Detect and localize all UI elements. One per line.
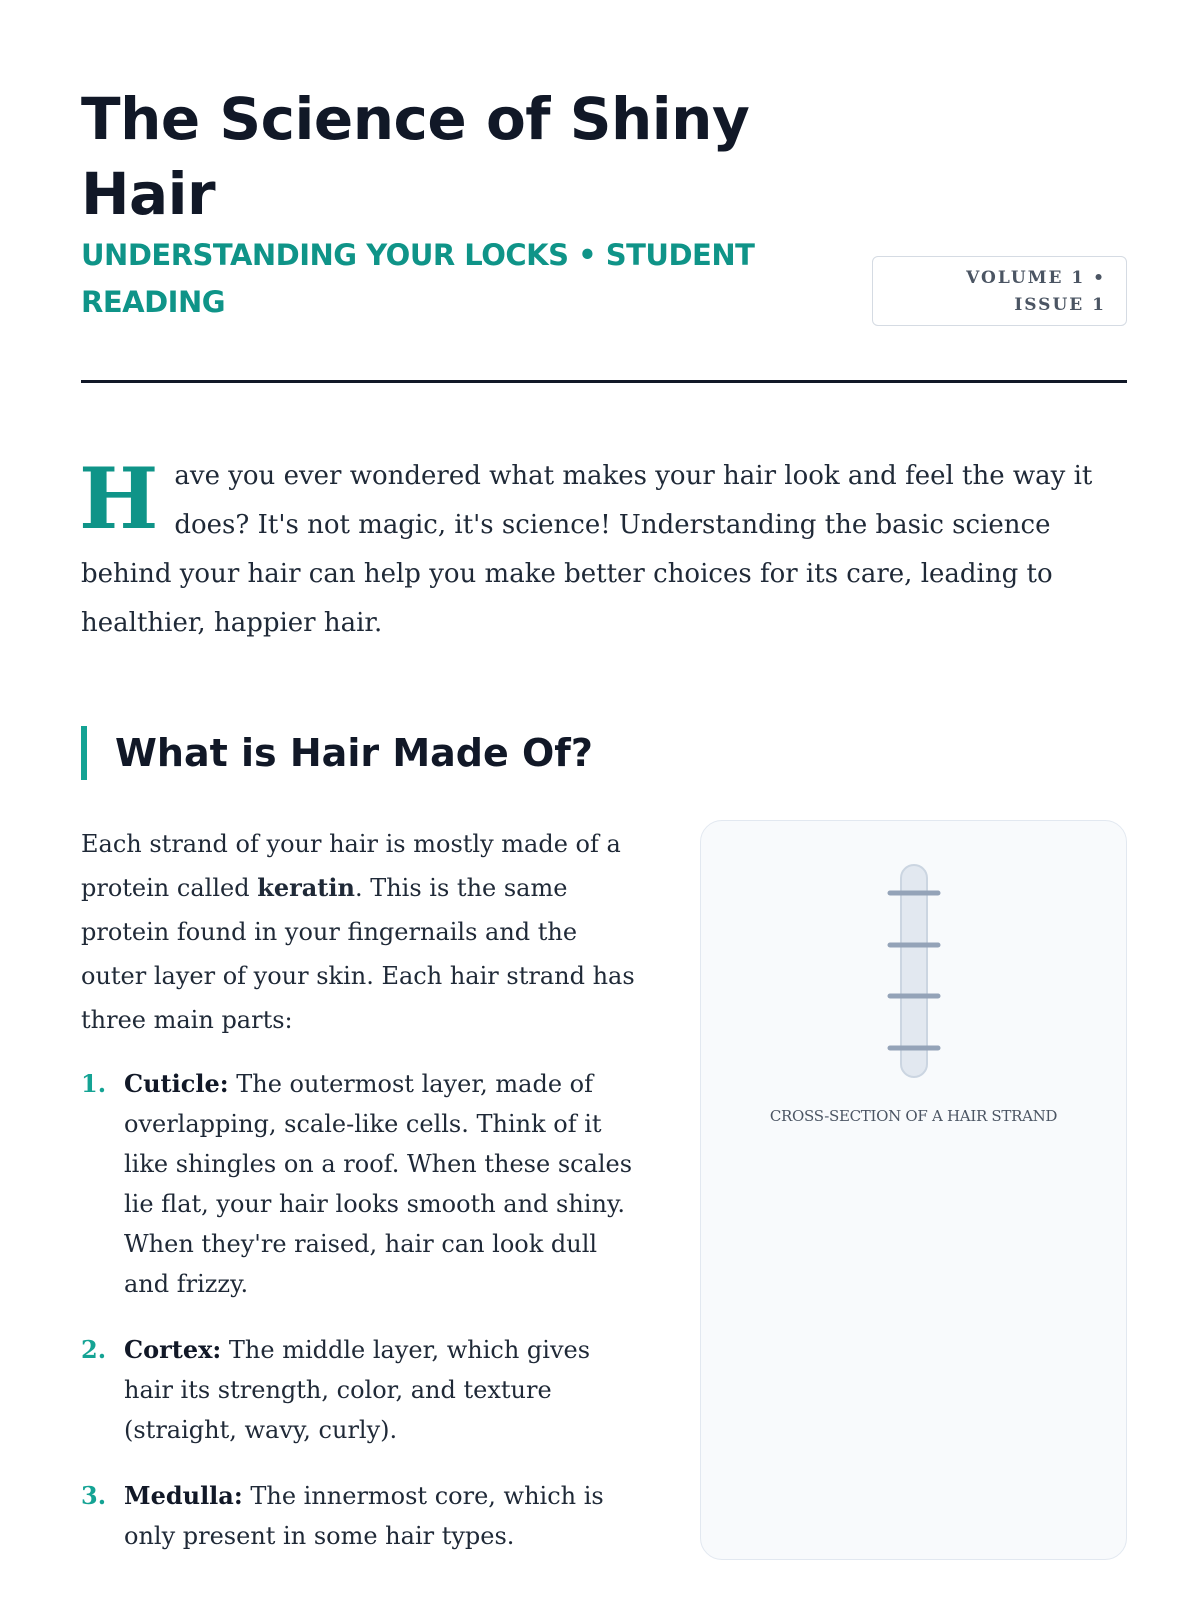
list-term: Medulla:	[124, 1481, 243, 1510]
section-paragraph	[81, 822, 641, 1042]
hair-parts-list	[81, 1064, 641, 1582]
list-description: The innermost core, which is only present in some hair types.	[124, 1482, 604, 1550]
section-paragraph-rest: . This is the same protein found in your fingernails and the outer layer of your skin. Each hair strand has three main parts:	[81, 874, 635, 1034]
list-item-medulla	[81, 1476, 641, 1556]
hair-strand-figure	[700, 820, 1127, 1560]
list-term: Cortex:	[124, 1335, 222, 1364]
strand-shaft	[901, 865, 927, 1077]
page-title: The Science of Shiny Hair	[81, 85, 750, 228]
list-number: 1.	[81, 1069, 107, 1098]
page-subtitle: UNDERSTANDING YOUR LOCKS • STUDENT READING	[81, 238, 755, 319]
list-number: 3.	[81, 1481, 107, 1510]
list-description: The middle layer, which gives hair its strength, color, and texture (straight, wavy, curly).	[124, 1336, 591, 1444]
intro-text: ave you ever wondered what makes your hair look and feel the way it does? It's not magic, it's science! Understanding the basic science behind your hair can help you make better choices for its care, leading to healthier, happier hair.	[81, 461, 1093, 638]
figure-caption: CROSS-SECTION OF A HAIR STRAND	[769, 1107, 1058, 1125]
list-description: The outermost layer, made of overlapping, scale-like cells. Think of it like shingles on a roof. When these scales lie flat, your hair looks smooth and shiny. When they're raised, hair can look dull and frizzy.	[124, 1070, 633, 1298]
keyword-keratin: keratin	[257, 873, 355, 902]
section-paragraph-lead: Each strand of your hair is mostly made of a protein called	[81, 830, 621, 902]
intro-paragraph	[79, 449, 1127, 648]
list-item-cortex	[81, 1330, 641, 1450]
section-heading: What is Hair Made Of?	[115, 731, 593, 775]
hair-strand-icon	[886, 861, 942, 1081]
header-divider	[81, 380, 1127, 383]
list-term: Cuticle:	[124, 1069, 229, 1098]
section-accent-bar	[81, 726, 87, 780]
list-item-cuticle	[81, 1064, 641, 1304]
list-number: 2.	[81, 1335, 107, 1364]
issue-badge: VOLUME 1 • ISSUE 1	[872, 256, 1127, 326]
intro-dropcap: H	[79, 449, 159, 548]
